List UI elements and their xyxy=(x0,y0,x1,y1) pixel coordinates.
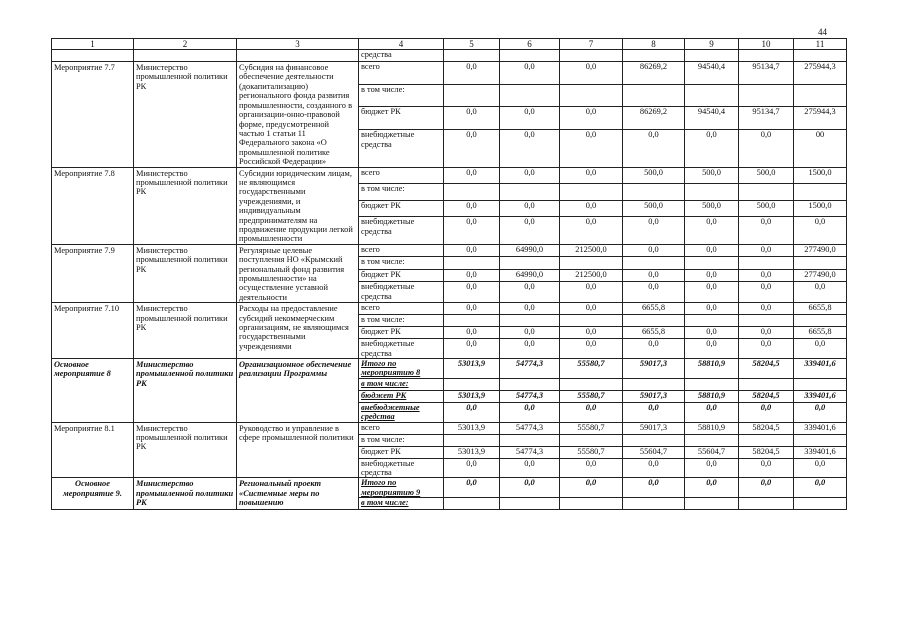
amount-cell: 86269,2 xyxy=(623,107,685,130)
amount-cell: 64990,0 xyxy=(500,244,560,257)
responsible-org: Министерство промышленной политики РК xyxy=(134,303,237,359)
funding-source-label: бюджет РК xyxy=(359,390,444,402)
amount-cell: 6655,8 xyxy=(623,303,685,315)
amount-cell: 0,0 xyxy=(623,269,685,282)
funding-source-label: в том числе: xyxy=(359,257,444,270)
amount-cell: 0,0 xyxy=(500,130,560,167)
amount-cell: 0,0 xyxy=(500,167,560,184)
amount-cell xyxy=(794,257,847,270)
amount-cell: 212500,0 xyxy=(560,269,623,282)
amount-cell: 0,0 xyxy=(560,130,623,167)
table-row xyxy=(52,359,847,379)
funding-source-label: внебюджетные средства xyxy=(359,402,444,422)
amount-cell xyxy=(794,184,847,201)
amount-cell: 94540,4 xyxy=(685,107,739,130)
empty-cell xyxy=(739,50,794,62)
amount-cell: 0,0 xyxy=(560,327,623,339)
amount-cell: 277490,0 xyxy=(794,269,847,282)
amount-cell: 277490,0 xyxy=(794,244,847,257)
funding-source-label: бюджет РК xyxy=(359,269,444,282)
amount-cell: 500,0 xyxy=(739,200,794,217)
amount-cell xyxy=(623,315,685,327)
amount-cell: 0,0 xyxy=(560,339,623,359)
amount-cell xyxy=(500,315,560,327)
amount-cell xyxy=(623,257,685,270)
responsible-org: Министерство промышленной политики РК xyxy=(134,167,237,244)
amount-cell: 95134,7 xyxy=(739,107,794,130)
funding-source-label: внебюджетные средства xyxy=(359,282,444,303)
amount-cell: 59017,3 xyxy=(623,390,685,402)
amount-cell: 275944,3 xyxy=(794,62,847,85)
amount-cell xyxy=(500,257,560,270)
amount-cell: 6655,8 xyxy=(794,327,847,339)
amount-cell: 0,0 xyxy=(685,130,739,167)
amount-cell: 55580,7 xyxy=(560,359,623,379)
measure-description: Организационное обеспечение реализации Программы xyxy=(237,359,359,423)
amount-cell: 59017,3 xyxy=(623,359,685,379)
funding-source-label: всего xyxy=(359,244,444,257)
amount-cell: 58810,9 xyxy=(685,359,739,379)
measure-description: Расходы на предоставление субсидий некоммерческим организациям, не являющимся государственными учреждениями xyxy=(237,303,359,359)
funding-source-label: в том числе: xyxy=(359,84,444,107)
amount-cell: 0,0 xyxy=(500,62,560,85)
amount-cell: 0,0 xyxy=(500,217,560,244)
amount-cell: 0,0 xyxy=(739,327,794,339)
funding-source-label: в том числе: xyxy=(359,184,444,201)
responsible-org: Министерство промышленной политики РК xyxy=(134,478,237,510)
amount-cell: 0,0 xyxy=(739,402,794,422)
amount-cell xyxy=(444,184,500,201)
amount-cell xyxy=(444,434,500,446)
amount-cell xyxy=(685,434,739,446)
amount-cell: 0,0 xyxy=(623,339,685,359)
amount-cell: 55604,7 xyxy=(685,446,739,458)
measure-id: Основное мероприятие 8 xyxy=(52,359,134,423)
column-header: 11 xyxy=(794,39,847,50)
amount-cell: 64990,0 xyxy=(500,269,560,282)
amount-cell: 0,0 xyxy=(623,402,685,422)
amount-cell: 0,0 xyxy=(444,167,500,184)
amount-cell: 0,0 xyxy=(444,107,500,130)
amount-cell: 0,0 xyxy=(685,303,739,315)
amount-cell xyxy=(623,378,685,390)
amount-cell: 53013,9 xyxy=(444,390,500,402)
empty-cell xyxy=(500,50,560,62)
column-header: 8 xyxy=(623,39,685,50)
column-header: 1 xyxy=(52,39,134,50)
amount-cell: 0,0 xyxy=(794,282,847,303)
amount-cell: 54774,3 xyxy=(500,390,560,402)
funding-source-label: бюджет РК xyxy=(359,107,444,130)
measure-description: Субсидии юридическим лицам, не являющимся государственными учреждениями, и индивидуальным предпринимателям на продвижение продукции легкой промышленности xyxy=(237,167,359,244)
measure-description: Субсидия на финансовое обеспечение деятельности (докапитализацию) регионального фонда развития промышленности, созданного в организации-онно-правовой форме, предусмотренной частью 1 статьи 11 Федерального закона «О промышленной политике Российской Федерации» xyxy=(237,62,359,167)
amount-cell xyxy=(623,184,685,201)
empty-cell xyxy=(794,50,847,62)
amount-cell: 00 xyxy=(794,130,847,167)
empty-cell xyxy=(623,50,685,62)
table-row xyxy=(52,167,847,184)
funding-source-label: Итого по мероприятию 9 xyxy=(359,478,444,498)
amount-cell xyxy=(623,84,685,107)
amount-cell: 0,0 xyxy=(444,282,500,303)
amount-cell: 6655,8 xyxy=(623,327,685,339)
amount-cell: 0,0 xyxy=(739,458,794,478)
responsible-org: Министерство промышленной политики РК xyxy=(134,244,237,302)
empty-cell xyxy=(237,50,359,62)
amount-cell xyxy=(685,84,739,107)
amount-cell: 55604,7 xyxy=(623,446,685,458)
amount-cell: 0,0 xyxy=(444,478,500,498)
amount-cell: 0,0 xyxy=(500,339,560,359)
table-row xyxy=(52,62,847,85)
measure-description: Регулярные целевые поступления НО «Крымский региональный фонд развития промышленности» на осуществление уставной деятельности xyxy=(237,244,359,302)
amount-cell xyxy=(685,315,739,327)
amount-cell: 0,0 xyxy=(560,167,623,184)
amount-cell xyxy=(685,378,739,390)
amount-cell: 1500,0 xyxy=(794,200,847,217)
amount-cell: 339401,6 xyxy=(794,390,847,402)
amount-cell: 0,0 xyxy=(500,200,560,217)
amount-cell xyxy=(560,378,623,390)
amount-cell: 59017,3 xyxy=(623,422,685,434)
funding-source-label: всего xyxy=(359,62,444,85)
empty-cell xyxy=(560,50,623,62)
header-row xyxy=(52,39,847,50)
amount-cell: 0,0 xyxy=(794,478,847,498)
amount-cell: 500,0 xyxy=(685,167,739,184)
measure-description: Региональный проект «Системные меры по повышению xyxy=(237,478,359,510)
amount-cell: 1500,0 xyxy=(794,167,847,184)
responsible-org: Министерство промышленной политики РК xyxy=(134,422,237,478)
amount-cell: 0,0 xyxy=(739,339,794,359)
amount-cell: 0,0 xyxy=(444,402,500,422)
funding-source-label: внебюджетные средства xyxy=(359,130,444,167)
amount-cell: 0,0 xyxy=(623,282,685,303)
amount-cell xyxy=(685,184,739,201)
amount-cell xyxy=(560,257,623,270)
amount-cell: 0,0 xyxy=(739,282,794,303)
responsible-org: Министерство промышленной политики РК xyxy=(134,359,237,423)
amount-cell: 212500,0 xyxy=(560,244,623,257)
amount-cell xyxy=(560,498,623,510)
amount-cell xyxy=(500,434,560,446)
amount-cell: 0,0 xyxy=(739,244,794,257)
column-header: 6 xyxy=(500,39,560,50)
amount-cell: 55580,7 xyxy=(560,390,623,402)
amount-cell: 500,0 xyxy=(739,167,794,184)
funding-source-label: бюджет РК xyxy=(359,200,444,217)
responsible-org: Министерство промышленной политики РК xyxy=(134,62,237,167)
amount-cell: 0,0 xyxy=(560,217,623,244)
amount-cell: 0,0 xyxy=(444,303,500,315)
amount-cell: 58204,5 xyxy=(739,390,794,402)
measure-id: Основное мероприятие 9. xyxy=(52,478,134,510)
amount-cell: 0,0 xyxy=(444,244,500,257)
amount-cell: 500,0 xyxy=(685,200,739,217)
measure-description: Руководство и управление в сфере промышленной политики xyxy=(237,422,359,478)
amount-cell: 6655,8 xyxy=(794,303,847,315)
amount-cell: 0,0 xyxy=(685,458,739,478)
carryover-row xyxy=(52,50,847,62)
amount-cell: 0,0 xyxy=(685,478,739,498)
amount-cell xyxy=(560,315,623,327)
empty-cell xyxy=(52,50,134,62)
amount-cell xyxy=(794,315,847,327)
funding-source-label: внебюджетные средства xyxy=(359,458,444,478)
amount-cell: 0,0 xyxy=(685,339,739,359)
column-header: 4 xyxy=(359,39,444,50)
column-header: 10 xyxy=(739,39,794,50)
amount-cell: 0,0 xyxy=(794,339,847,359)
amount-cell: 0,0 xyxy=(444,200,500,217)
amount-cell: 0,0 xyxy=(560,200,623,217)
amount-cell: 0,0 xyxy=(685,282,739,303)
amount-cell: 58204,5 xyxy=(739,446,794,458)
amount-cell xyxy=(500,84,560,107)
amount-cell: 0,0 xyxy=(739,478,794,498)
amount-cell xyxy=(623,498,685,510)
amount-cell: 54774,3 xyxy=(500,422,560,434)
amount-cell: 0,0 xyxy=(444,327,500,339)
amount-cell xyxy=(739,498,794,510)
amount-cell: 0,0 xyxy=(739,217,794,244)
amount-cell: 0,0 xyxy=(685,402,739,422)
amount-cell: 0,0 xyxy=(623,130,685,167)
amount-cell: 0,0 xyxy=(739,269,794,282)
amount-cell: 275944,3 xyxy=(794,107,847,130)
amount-cell: 0,0 xyxy=(500,282,560,303)
amount-cell: 0,0 xyxy=(623,244,685,257)
empty-cell xyxy=(134,50,237,62)
amount-cell: 55580,7 xyxy=(560,446,623,458)
amount-cell xyxy=(500,498,560,510)
budget-table xyxy=(51,38,847,510)
column-header: 9 xyxy=(685,39,739,50)
table-row xyxy=(52,422,847,434)
amount-cell: 0,0 xyxy=(500,478,560,498)
amount-cell: 0,0 xyxy=(444,217,500,244)
amount-cell: 0,0 xyxy=(794,458,847,478)
amount-cell: 55580,7 xyxy=(560,422,623,434)
funding-source-label: бюджет РК xyxy=(359,446,444,458)
amount-cell xyxy=(739,84,794,107)
empty-cell xyxy=(444,50,500,62)
amount-cell: 0,0 xyxy=(685,244,739,257)
empty-cell xyxy=(685,50,739,62)
amount-cell: 0,0 xyxy=(500,107,560,130)
amount-cell: 0,0 xyxy=(560,458,623,478)
measure-id: Мероприятие 8.1 xyxy=(52,422,134,478)
amount-cell: 0,0 xyxy=(444,458,500,478)
amount-cell: 339401,6 xyxy=(794,446,847,458)
amount-cell xyxy=(444,315,500,327)
amount-cell: 0,0 xyxy=(685,217,739,244)
amount-cell: 0,0 xyxy=(444,130,500,167)
amount-cell: 0,0 xyxy=(500,458,560,478)
amount-cell xyxy=(623,434,685,446)
amount-cell: 500,0 xyxy=(623,167,685,184)
amount-cell xyxy=(560,184,623,201)
amount-cell xyxy=(444,257,500,270)
amount-cell: 0,0 xyxy=(444,62,500,85)
funding-source-label: в том числе: xyxy=(359,434,444,446)
amount-cell xyxy=(500,184,560,201)
amount-cell: 58204,5 xyxy=(739,422,794,434)
funding-source-label: внебюджетные средства xyxy=(359,339,444,359)
column-header: 7 xyxy=(560,39,623,50)
funding-source-label: в том числе: xyxy=(359,378,444,390)
amount-cell: 339401,6 xyxy=(794,422,847,434)
amount-cell: 500,0 xyxy=(623,200,685,217)
measure-id: Мероприятие 7.8 xyxy=(52,167,134,244)
amount-cell: 54774,3 xyxy=(500,446,560,458)
amount-cell xyxy=(794,378,847,390)
amount-cell: 94540,4 xyxy=(685,62,739,85)
column-header: 5 xyxy=(444,39,500,50)
amount-cell: 0,0 xyxy=(623,478,685,498)
amount-cell: 0,0 xyxy=(500,303,560,315)
page-number: 44 xyxy=(818,27,827,37)
funding-source-label: всего xyxy=(359,167,444,184)
amount-cell: 58810,9 xyxy=(685,390,739,402)
amount-cell: 0,0 xyxy=(685,327,739,339)
amount-cell: 0,0 xyxy=(623,458,685,478)
funding-source-label: Итого по мероприятию 8 xyxy=(359,359,444,379)
amount-cell: 0,0 xyxy=(794,217,847,244)
amount-cell: 0,0 xyxy=(560,282,623,303)
funding-source-label: бюджет РК xyxy=(359,327,444,339)
amount-cell: 0,0 xyxy=(685,269,739,282)
amount-cell: 0,0 xyxy=(739,130,794,167)
amount-cell: 58810,9 xyxy=(685,422,739,434)
amount-cell: 53013,9 xyxy=(444,446,500,458)
amount-cell: 53013,9 xyxy=(444,359,500,379)
measure-id: Мероприятие 7.7 xyxy=(52,62,134,167)
amount-cell: 0,0 xyxy=(560,62,623,85)
amount-cell: 0,0 xyxy=(560,478,623,498)
amount-cell: 86269,2 xyxy=(623,62,685,85)
amount-cell xyxy=(685,257,739,270)
amount-cell xyxy=(444,498,500,510)
table-row xyxy=(52,244,847,257)
amount-cell: 0,0 xyxy=(560,303,623,315)
amount-cell xyxy=(794,84,847,107)
amount-cell xyxy=(444,378,500,390)
amount-cell: 0,0 xyxy=(444,339,500,359)
funding-source-label: в том числе: xyxy=(359,315,444,327)
amount-cell xyxy=(739,184,794,201)
amount-cell: 0,0 xyxy=(794,402,847,422)
amount-cell xyxy=(739,315,794,327)
table-row xyxy=(52,478,847,498)
funding-source-label: средства xyxy=(359,50,444,62)
amount-cell: 339401,6 xyxy=(794,359,847,379)
funding-source-label: внебюджетные средства xyxy=(359,217,444,244)
amount-cell xyxy=(739,434,794,446)
amount-cell xyxy=(739,378,794,390)
amount-cell: 0,0 xyxy=(500,327,560,339)
column-header: 2 xyxy=(134,39,237,50)
amount-cell: 95134,7 xyxy=(739,62,794,85)
amount-cell: 0,0 xyxy=(560,402,623,422)
funding-source-label: всего xyxy=(359,303,444,315)
amount-cell: 0,0 xyxy=(560,107,623,130)
amount-cell xyxy=(739,257,794,270)
amount-cell: 0,0 xyxy=(500,402,560,422)
column-header: 3 xyxy=(237,39,359,50)
amount-cell xyxy=(444,84,500,107)
amount-cell xyxy=(685,498,739,510)
amount-cell: 58204,5 xyxy=(739,359,794,379)
funding-source-label: в том числе: xyxy=(359,498,444,510)
amount-cell: 53013,9 xyxy=(444,422,500,434)
funding-source-label: всего xyxy=(359,422,444,434)
amount-cell: 0,0 xyxy=(623,217,685,244)
amount-cell xyxy=(500,378,560,390)
amount-cell xyxy=(794,434,847,446)
table-row xyxy=(52,303,847,315)
measure-id: Мероприятие 7.9 xyxy=(52,244,134,302)
measure-id: Мероприятие 7.10 xyxy=(52,303,134,359)
amount-cell xyxy=(560,84,623,107)
amount-cell: 0,0 xyxy=(739,303,794,315)
amount-cell xyxy=(560,434,623,446)
amount-cell xyxy=(794,498,847,510)
amount-cell: 0,0 xyxy=(444,269,500,282)
amount-cell: 54774,3 xyxy=(500,359,560,379)
